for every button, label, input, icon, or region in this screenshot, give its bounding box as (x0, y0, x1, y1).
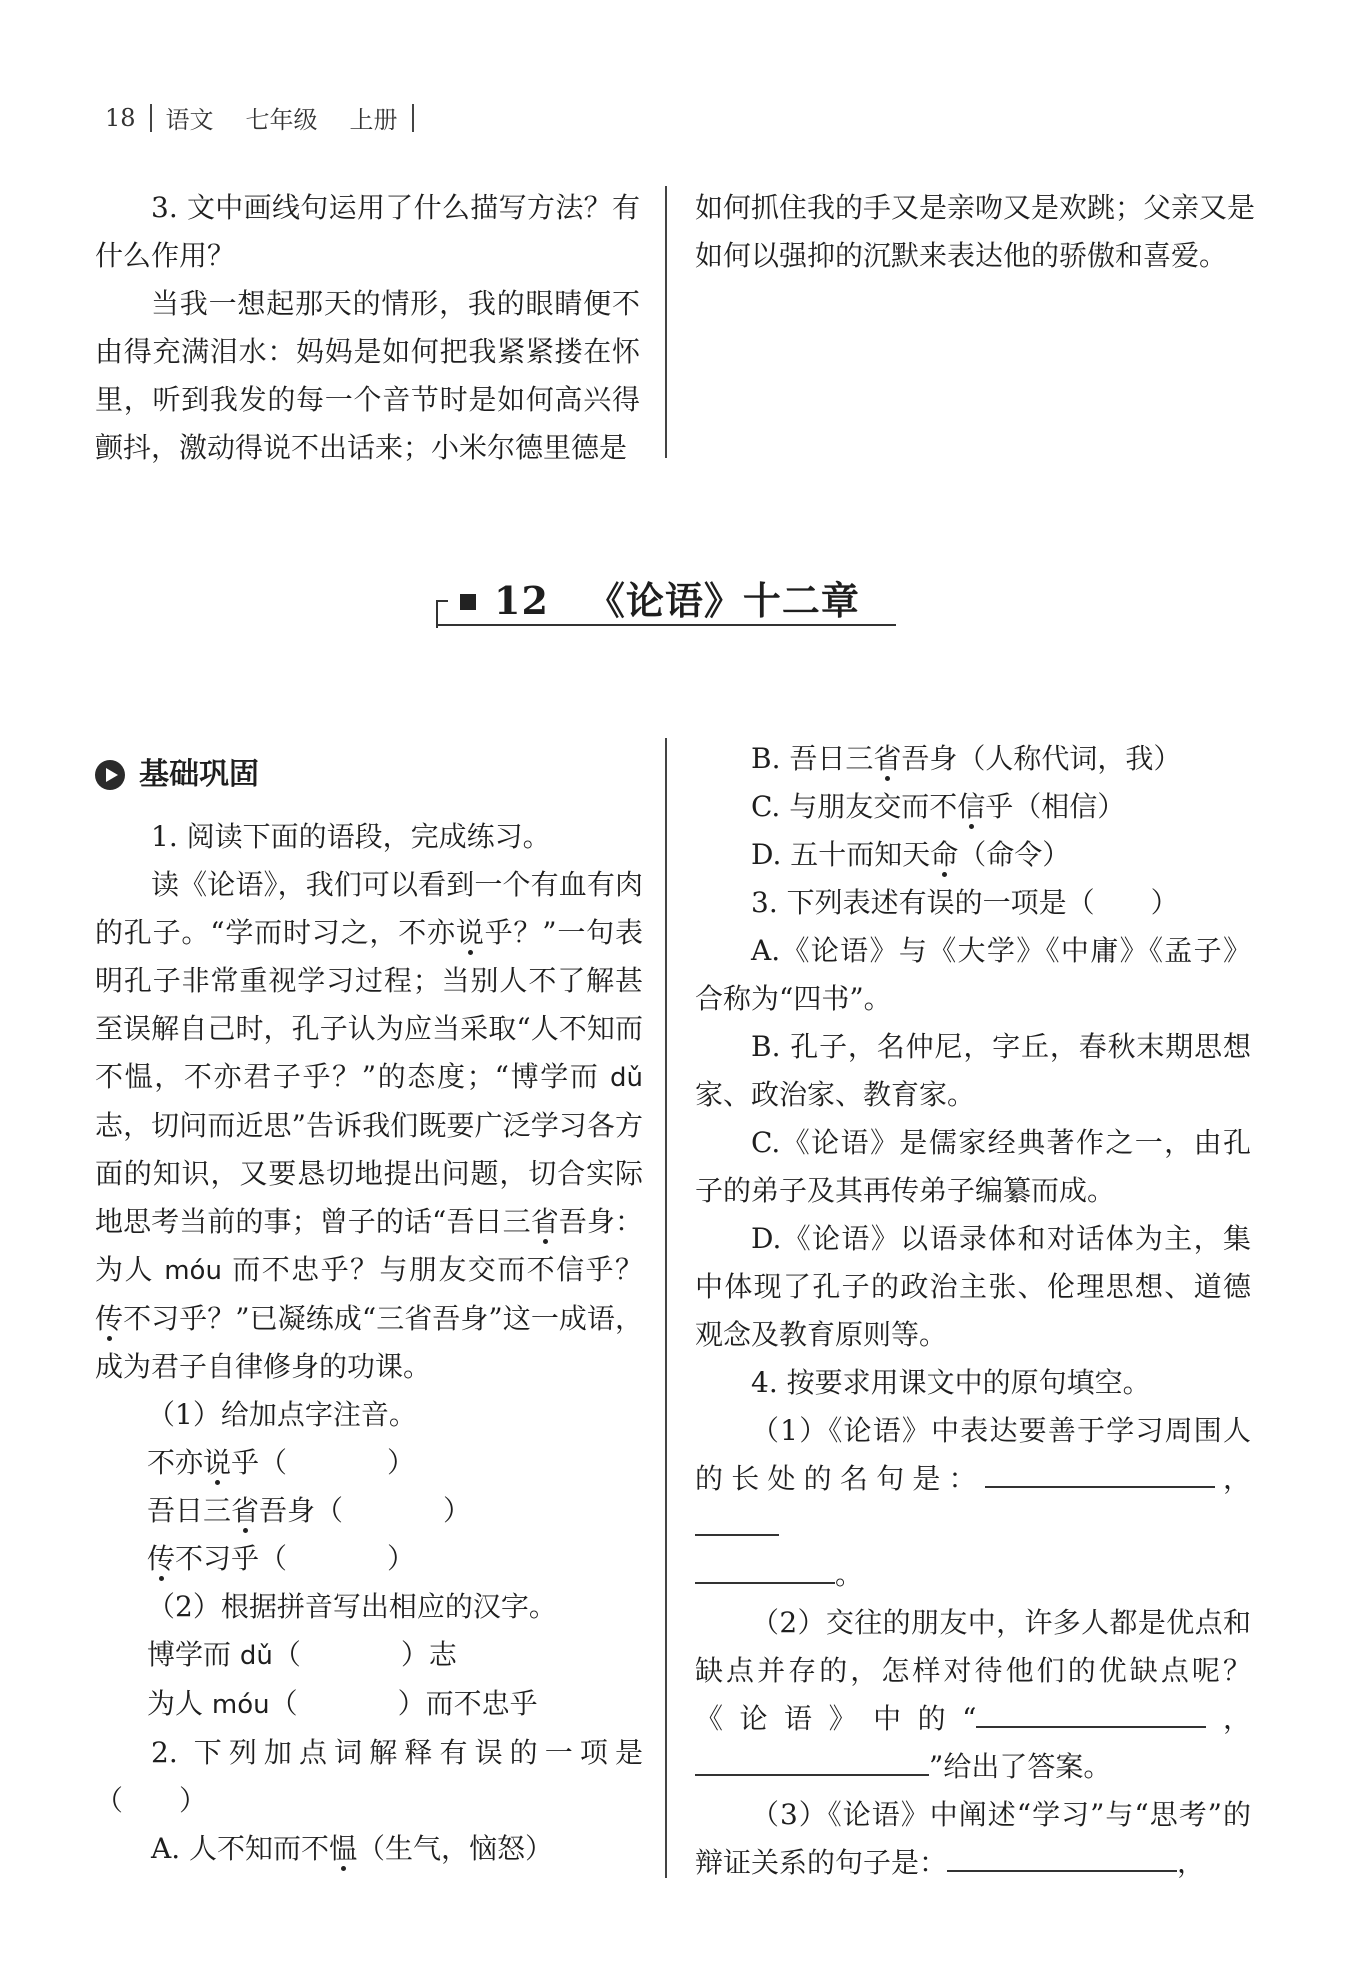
square-bullet-icon (460, 594, 476, 610)
lesson-title-block (436, 570, 896, 626)
header-divider (412, 104, 414, 132)
top-right-column (695, 184, 1255, 280)
answer-blank[interactable] (695, 1504, 779, 1536)
passage-excerpt-continued: 如何抓住我的手又是亲吻又是欢跳；父亲又是如何以强抑的沉默来表达他的骄傲和喜爱。 (695, 191, 1256, 272)
sub-question-2: （2）根据拼音写出相应的汉字。 (147, 1590, 557, 1623)
dotted-char: 省 (530, 1205, 559, 1238)
answer-blank[interactable] (976, 1696, 1206, 1728)
question-1: 1. 阅读下面的语段，完成练习。 (151, 820, 551, 853)
header-subject: 语文 (165, 106, 214, 134)
dotted-char: 传 (95, 1302, 124, 1335)
pinyin-item: 博学而 dǔ（ ）志 (147, 1638, 457, 1671)
answer-blank[interactable] (695, 1552, 835, 1584)
fill-blank-1: （1）《论语》中表达要善于学习周围人的长处的名句是： ， 。 (695, 1414, 1251, 1591)
passage-excerpt: 当我一想起那天的情形，我的眼睛便不由得充满泪水：妈妈是如何把我紧紧搂在怀里，听到我发的每一个音节时是如何高兴得颤抖，激动得说不出话来；小米尔德里德是 (95, 287, 640, 464)
lesson-title (494, 570, 860, 625)
section-title: 基础巩固 (139, 757, 259, 792)
fill-blank-2: （2）交往的朋友中，许多人都是优点和缺点并存的，怎样对待他们的优缺点呢？《论语》中的“ ，”给出了答案。 (695, 1606, 1251, 1783)
pinyin: dǔ (610, 1063, 643, 1093)
header-divider (150, 104, 152, 132)
sub-question-1: （1）给加点字注音。 (147, 1398, 417, 1431)
column-divider (665, 738, 667, 1878)
lesson-name: 《论语》十二章 (586, 578, 860, 623)
header-volume: 上册 (349, 106, 398, 134)
page-header (105, 100, 414, 135)
question-3: 3. 下列表述有误的一项是（ ） (751, 886, 1179, 919)
top-left-column (95, 184, 640, 472)
question-2: 2. 下列加点词解释有误的一项是（ ） (95, 1736, 643, 1817)
dotted-char: 说 (455, 916, 485, 949)
q3-option-a: A.《论语》与《大学》《中庸》《孟子》合称为“四书”。 (695, 934, 1251, 1015)
option-b: B. 吾日三省吾身（人称代词，我） (751, 742, 1182, 775)
page-number: 18 (105, 103, 136, 132)
header-grade: 七年级 (245, 106, 318, 134)
phonetic-item: 传不习乎（ ） (147, 1542, 416, 1575)
phonetic-item: 吾日三省吾身（ ） (147, 1494, 472, 1527)
fill-blank-3: （3）《论语》中阐述“学习”与“思考”的辩证关系的句子是： ， (695, 1798, 1251, 1879)
answer-blank[interactable] (947, 1840, 1177, 1872)
lesson-number: 12 (494, 578, 549, 623)
reading-passage: 读《论语》，我们可以看到一个有血有肉的孔子。“学而时习之，不亦说乎？”一句表明孔子非常重视学习过程；当别人不了解甚至误解自己时，孔子认为应当采取“人不知而不愠，不亦君子乎？”的态度；“博学而 dǔ 志，切问而近思”告诉我们既要广泛学习各方面的知识，又要恳切地提出问题，切合实际地思考当前的事；曾子的话“吾日三省吾身：为人 móu 而不忠乎？与朋友交而不信乎？传不习乎？”已凝练成“三省吾身”这一成语，成为君子自律修身的功课。 (95, 868, 643, 1383)
option-c: C. 与朋友交而不信乎（相信） (751, 790, 1126, 823)
left-column (95, 745, 643, 1873)
answer-blank[interactable] (845, 1744, 929, 1776)
q3-option-b: B. 孔子，名仲尼，字丘，春秋末期思想家、政治家、教育家。 (695, 1030, 1251, 1111)
option-a: A. 人不知而不愠（生气，恼怒） (151, 1832, 554, 1865)
section-heading (95, 751, 643, 799)
question-3-prompt: 3. 文中画线句运用了什么描写方法？有什么作用？ (95, 191, 640, 272)
pinyin: móu (164, 1256, 222, 1286)
answer-blank[interactable] (695, 1744, 845, 1776)
pinyin-item: 为人 móu（ ）而不忠乎 (147, 1687, 538, 1720)
q3-option-c: C.《论语》是儒家经典著作之一，由孔子的弟子及其再传弟子编纂而成。 (695, 1126, 1251, 1207)
play-icon (95, 760, 125, 790)
right-column (695, 735, 1251, 1887)
question-4: 4. 按要求用课文中的原句填空。 (751, 1366, 1151, 1399)
answer-blank[interactable] (985, 1456, 1215, 1488)
phonetic-item: 不亦说乎（ ） (147, 1446, 416, 1479)
q3-option-d: D.《论语》以语录体和对话体为主，集中体现了孔子的政治主张、伦理思想、道德观念及教育原则等。 (695, 1222, 1251, 1351)
option-d: D. 五十而知天命（命令） (751, 838, 1071, 871)
column-divider (665, 186, 667, 458)
